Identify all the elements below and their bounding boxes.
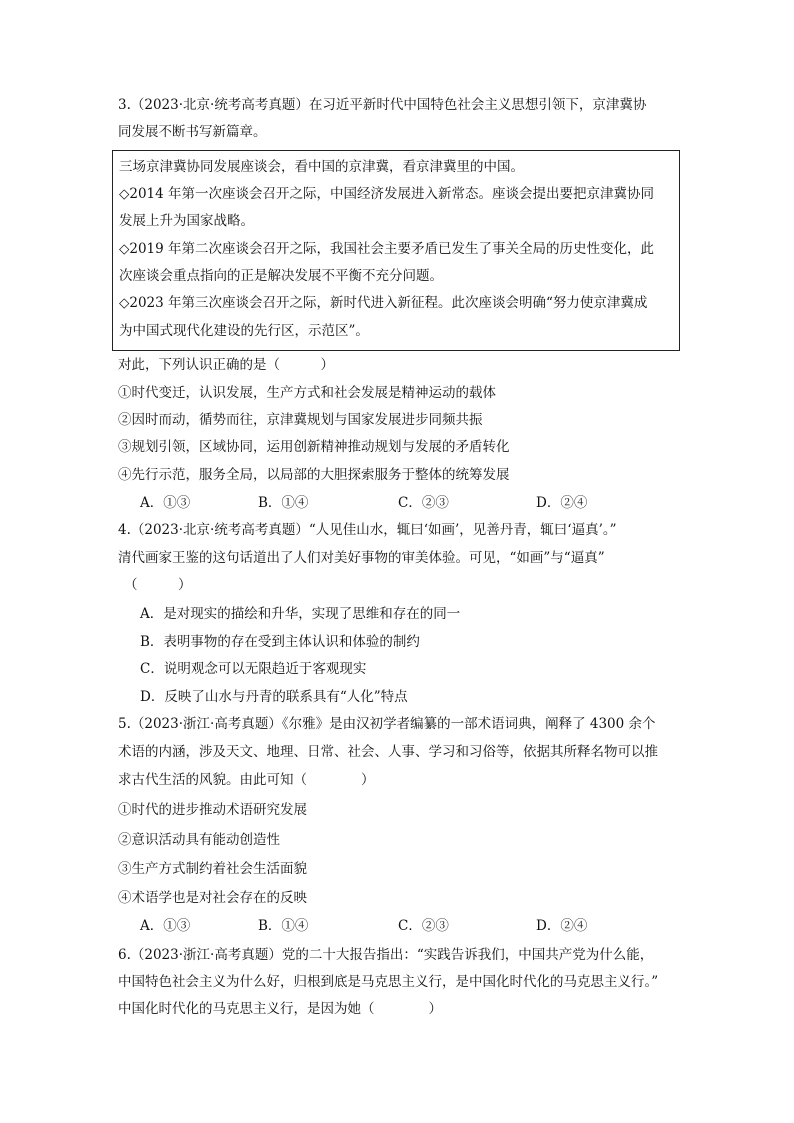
q3-item-1: ①时代变迁，认识发展，生产方式和社会发展是精神运动的载体 — [118, 385, 496, 401]
q5-item-1: ①时代的进步推动术语研究发展 — [118, 802, 307, 818]
q5-item-4: ④术语学也是对社会存在的反映 — [118, 890, 307, 906]
q3-item-4: ④先行示范，服务全局，以局部的大胆探索服务于整体的统筹发展 — [118, 467, 510, 483]
q4-stem-line1: 4.（2023·北京·统考高考真题）“人见佳山水，辄曰‘如画’，见善丹青，辄曰‘逼真’。” — [118, 522, 617, 538]
q3-item-2: ②因时而动，循势而往，京津冀规划与国家发展进步同频共振 — [118, 412, 483, 428]
q5-option-c[interactable]: C．②③ — [398, 918, 449, 934]
q4-option-d[interactable]: D．反映了山水与丹青的联系具有“人化”特点 — [140, 689, 408, 705]
q4-stem-line2: 清代画家王鉴的这句话道出了人们对美好事物的审美体验。可见，“如画”与“逼真” — [118, 550, 605, 566]
q4-option-b[interactable]: B．表明事物的存在受到主体认识和体验的制约 — [140, 634, 420, 650]
q5-stem-line3: 求古代生活的风貌。由此可知（ ） — [118, 772, 375, 788]
q3-option-b[interactable]: B．①④ — [258, 495, 309, 511]
q5-stem-line2: 术语的内涵，涉及天文、地理、日常、社会、人事、学习和习俗等，依据其所释名物可以推 — [118, 744, 658, 760]
q5-option-b[interactable]: B．①④ — [258, 918, 309, 934]
q3-question: 对此，下列认识正确的是（ ） — [118, 357, 334, 373]
q5-option-d[interactable]: D．②④ — [536, 918, 588, 934]
q3-option-c[interactable]: C．②③ — [398, 495, 449, 511]
q3-stem-line1: 3.（2023·北京·统考高考真题）在习近平新时代中国特色社会主义思想引领下，京津冀协 — [118, 97, 647, 113]
q5-option-a[interactable]: A．①③ — [140, 918, 191, 934]
q3-material-box — [112, 150, 680, 351]
q3-stem-line2: 同发展不断书写新篇章。 — [118, 124, 267, 140]
q3-material-line: ◇2014 年第一次座谈会召开之际，中国经济发展进入新常态。座谈会提出要把京津冀协同 — [119, 186, 655, 202]
q5-stem-line1: 5.（2023·浙江·高考真题）《尔雅》是由汉初学者编纂的一部术语词典，阐释了 4300 余个 — [118, 716, 656, 732]
q6-stem-line2: 中国特色社会主义为什么好，归根到底是马克思主义行，是中国化时代化的马克思主义行。” — [118, 974, 659, 990]
q3-item-3: ③规划引领，区域协同，运用创新精神推动规划与发展的矛盾转化 — [118, 439, 510, 455]
q4-option-a[interactable]: A．是对现实的描绘和升华，实现了思维和存在的同一 — [140, 606, 461, 622]
q4-option-c[interactable]: C．说明观念可以无限趋近于客观现实 — [140, 661, 367, 677]
q5-item-2: ②意识活动具有能动创造性 — [118, 832, 280, 848]
q3-material-line: 为中国式现代化建设的先行区，示范区”。 — [119, 323, 369, 339]
q3-material-line: 发展上升为国家战略。 — [119, 213, 254, 229]
q3-material-line: 三场京津冀协同发展座谈会，看中国的京津冀，看京津冀里的中国。 — [119, 159, 524, 175]
q6-stem-line3: 中国化时代化的马克思主义行，是因为她（ ） — [118, 1001, 442, 1017]
q4-stem-line3: （ ） — [124, 577, 192, 593]
q3-option-d[interactable]: D．②④ — [536, 495, 588, 511]
q3-material-line: ◇2019 年第二次座谈会召开之际，我国社会主要矛盾已发生了事关全局的历史性变化，此 — [119, 241, 655, 257]
q6-stem-line1: 6.（2023·浙江·高考真题）党的二十大报告指出：“实践告诉我们，中国共产党为什么能， — [118, 947, 654, 963]
q3-material-line: ◇2023 年第三次座谈会召开之际，新时代进入新征程。此次座谈会明确“努力使京津冀成 — [119, 295, 648, 311]
q5-item-3: ③生产方式制约着社会生活面貌 — [118, 861, 307, 877]
q3-material-line: 次座谈会重点指向的正是解决发展不平衡不充分问题。 — [119, 268, 443, 284]
q3-option-a[interactable]: A．①③ — [140, 495, 191, 511]
